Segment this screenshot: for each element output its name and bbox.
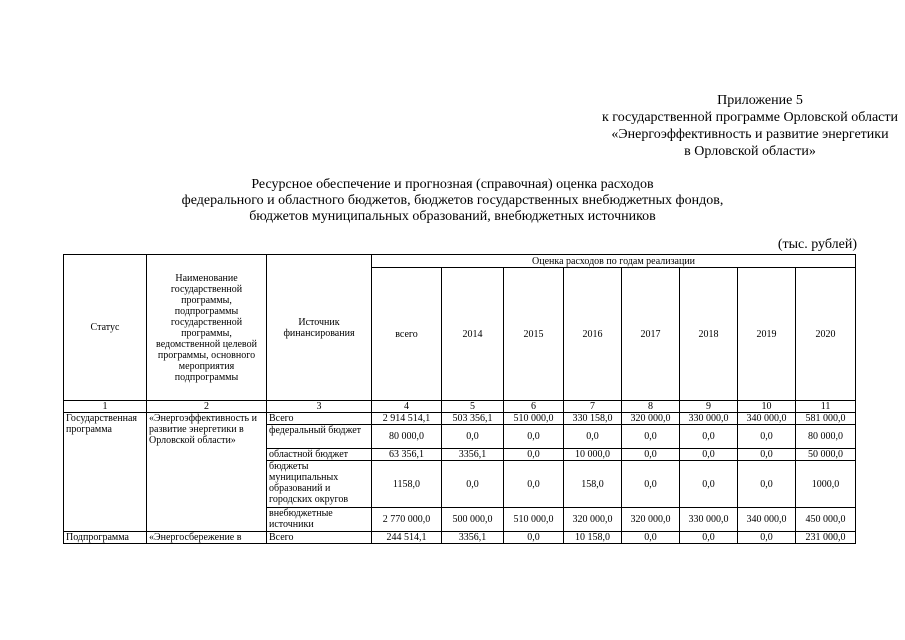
value-cell: 0,0 [504, 449, 564, 461]
value-cell: 2 770 000,0 [372, 508, 442, 532]
value-cell: 0,0 [738, 532, 796, 544]
value-cell: 500 000,0 [442, 508, 504, 532]
value-cell: 320 000,0 [622, 508, 680, 532]
value-cell: 0,0 [680, 461, 738, 508]
value-cell: 581 000,0 [796, 413, 856, 425]
index-cell: 6 [504, 401, 564, 413]
value-cell: 0,0 [622, 425, 680, 449]
document-title [0, 177, 905, 225]
value-cell: 0,0 [680, 425, 738, 449]
index-cell: 11 [796, 401, 856, 413]
value-cell: 3356,1 [442, 449, 504, 461]
status-cell: Государственная программа [64, 413, 147, 532]
appendix-line-4: в Орловской области» [684, 144, 816, 159]
source-cell: внебюджетные источники [267, 508, 372, 532]
source-cell: Всего [267, 532, 372, 544]
index-cell: 8 [622, 401, 680, 413]
value-cell: 1158,0 [372, 461, 442, 508]
value-cell: 340 000,0 [738, 413, 796, 425]
header-col-2018: 2018 [680, 268, 738, 401]
source-cell: областной бюджет [267, 449, 372, 461]
appendix-line-3: «Энергоэффективность и развитие энергетики [611, 127, 889, 142]
value-cell: 330 000,0 [680, 508, 738, 532]
source-cell: федеральный бюджет [267, 425, 372, 449]
header-name: Наименование государственной программы, подпрограммы государственной программы, ведомственной целевой программы, основного мероприятия подпрограммы [147, 255, 267, 401]
appendix-line-1: Приложение 5 [717, 93, 803, 108]
header-row-1 [64, 255, 856, 268]
index-cell: 2 [147, 401, 267, 413]
value-cell: 10 000,0 [564, 449, 622, 461]
value-cell: 0,0 [622, 449, 680, 461]
value-cell: 0,0 [738, 461, 796, 508]
index-cell: 7 [564, 401, 622, 413]
value-cell: 320 000,0 [622, 413, 680, 425]
header-col-2017: 2017 [622, 268, 680, 401]
value-cell: 510 000,0 [504, 413, 564, 425]
index-cell: 10 [738, 401, 796, 413]
value-cell: 244 514,1 [372, 532, 442, 544]
value-cell: 450 000,0 [796, 508, 856, 532]
value-cell: 330 158,0 [564, 413, 622, 425]
value-cell: 320 000,0 [564, 508, 622, 532]
header-estimate: Оценка расходов по годам реализации [372, 255, 856, 268]
budget-table [63, 254, 856, 544]
value-cell: 2 914 514,1 [372, 413, 442, 425]
header-col-2019: 2019 [738, 268, 796, 401]
value-cell: 0,0 [504, 425, 564, 449]
title-line-2: федерального и областного бюджетов, бюджетов государственных внебюджетных фондов, [181, 193, 724, 208]
header-col-2014: 2014 [442, 268, 504, 401]
header-col-2020: 2020 [796, 268, 856, 401]
table-row [64, 532, 856, 544]
title-line-3: бюджетов муниципальных образований, внебюджетных источников [249, 209, 656, 224]
header-col-total: всего [372, 268, 442, 401]
value-cell: 80 000,0 [796, 425, 856, 449]
index-row [64, 401, 856, 413]
status-cell: Подпрограмма [64, 532, 147, 544]
value-cell: 10 158,0 [564, 532, 622, 544]
value-cell: 63 356,1 [372, 449, 442, 461]
value-cell: 510 000,0 [504, 508, 564, 532]
value-cell: 3356,1 [442, 532, 504, 544]
appendix-line-2: к государственной программе Орловской области [602, 110, 898, 125]
index-cell: 1 [64, 401, 147, 413]
source-cell: Всего [267, 413, 372, 425]
value-cell: 158,0 [564, 461, 622, 508]
value-cell: 330 000,0 [680, 413, 738, 425]
value-cell: 0,0 [738, 449, 796, 461]
value-cell: 340 000,0 [738, 508, 796, 532]
table-row [64, 413, 856, 425]
value-cell: 0,0 [680, 449, 738, 461]
program-name-cell: «Энергосбережение в [147, 532, 267, 544]
value-cell: 0,0 [442, 425, 504, 449]
program-name-cell: «Энергоэффективность и развитие энергетики в Орловской области» [147, 413, 267, 532]
value-cell: 0,0 [680, 532, 738, 544]
value-cell: 231 000,0 [796, 532, 856, 544]
source-cell: бюджеты муниципальных образований и городских округов [267, 461, 372, 508]
index-cell: 9 [680, 401, 738, 413]
value-cell: 503 356,1 [442, 413, 504, 425]
value-cell: 0,0 [622, 532, 680, 544]
value-cell: 1000,0 [796, 461, 856, 508]
header-status: Статус [64, 255, 147, 401]
value-cell: 0,0 [738, 425, 796, 449]
value-cell: 0,0 [442, 461, 504, 508]
value-cell: 0,0 [504, 461, 564, 508]
index-cell: 3 [267, 401, 372, 413]
index-cell: 5 [442, 401, 504, 413]
value-cell: 0,0 [504, 532, 564, 544]
units-label: (тыс. рублей) [777, 237, 857, 252]
header-col-2016: 2016 [564, 268, 622, 401]
value-cell: 0,0 [622, 461, 680, 508]
header-col-2015: 2015 [504, 268, 564, 401]
value-cell: 80 000,0 [372, 425, 442, 449]
value-cell: 50 000,0 [796, 449, 856, 461]
header-source: Источник финансирования [267, 255, 372, 401]
appendix-block [445, 92, 905, 160]
index-cell: 4 [372, 401, 442, 413]
value-cell: 0,0 [564, 425, 622, 449]
title-line-1: Ресурсное обеспечение и прогнозная (справочная) оценка расходов [251, 177, 654, 192]
